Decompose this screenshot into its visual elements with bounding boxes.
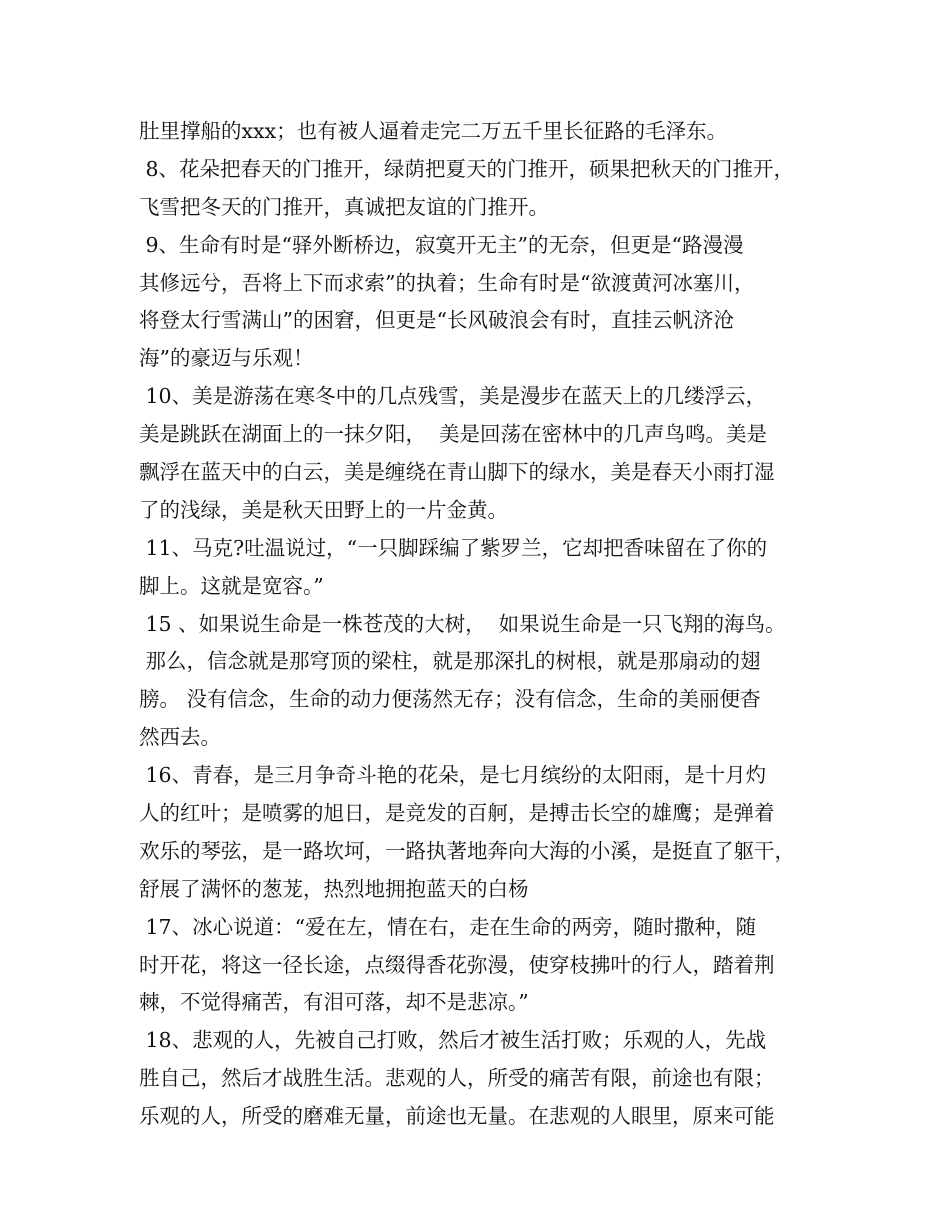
- text-line: 膀。 没有信念，生命的动力便荡然无存；没有信念，生命的美丽便杳: [139, 687, 761, 712]
- text-line: 然西去。: [139, 725, 221, 750]
- text-line: 人的红叶；是喷雾的旭日，是竞发的百舸，是搏击长空的雄鹰；是弹着: [139, 801, 775, 826]
- text-line: 海”的豪迈与乐观！: [139, 346, 314, 371]
- text-line: 17、冰心说道：“爱在左，情在右，走在生命的两旁，随时撒种，随: [139, 914, 757, 939]
- text-line: 将登太行雪满山”的困窘，但更是“长风破浪会有时，直挂云帆济沧: [139, 308, 734, 333]
- text-line: 胜自己，然后才战胜生活。悲观的人，所受的痛苦有限，前途也有限；: [139, 1066, 775, 1091]
- text-line: 飘浮在蓝天中的白云，美是缠绕在青山脚下的绿水，美是春天小雨打湿: [139, 460, 775, 485]
- text-line: 时开花，将这一径长途，点缀得香花弥漫，使穿枝拂叶的行人，踏着荆: [139, 952, 775, 977]
- document-body-text: [139, 113, 829, 1136]
- text-line: 脚上。这就是宽容。”: [139, 573, 324, 598]
- text-line: 了的浅绿，美是秋天田野上的一片金黄。: [139, 497, 508, 522]
- text-line: 那么，信念就是那穹顶的梁柱，就是那深扎的树根，就是那扇动的翅: [139, 649, 761, 674]
- text-line: 15 、如果说生命是一株苍茂的大树， 如果说生命是一只飞翔的海鸟。: [139, 611, 786, 636]
- text-line: 9、生命有时是“驿外断桥边，寂寞开无主”的无奈，但更是“路漫漫: [139, 232, 744, 257]
- text-line: 8、花朵把春天的门推开，绿荫把夏天的门推开，硕果把秋天的门推开，: [139, 156, 795, 181]
- text-line: 11、马克?吐温说过，“一只脚踩编了紫罗兰，它却把香味留在了你的: [139, 535, 768, 560]
- text-line: 美是跳跃在湖面上的一抹夕阳， 美是回荡在密林中的几声鸟鸣。美是: [139, 422, 768, 447]
- text-line: 16、青春，是三月争奇斗艳的花朵，是七月缤纷的太阳雨，是十月灼: [139, 763, 767, 788]
- text-line: 其修远兮，吾将上下而求索”的执着；生命有时是“欲渡黄河冰塞川，: [139, 270, 755, 295]
- text-line: 飞雪把冬天的门推开，真诚把友谊的门推开。: [139, 194, 549, 219]
- text-line: 肚里撑船的xxx；也有被人逼着走完二万五千里长征路的毛泽东。: [139, 119, 728, 143]
- text-line: 乐观的人，所受的磨难无量，前途也无量。在悲观的人眼里，原来可能: [139, 1104, 775, 1129]
- text-line: 欢乐的琴弦，是一路坎坷，一路执著地奔向大海的小溪，是挺直了躯干，: [139, 838, 795, 863]
- text-line: 棘，不觉得痛苦，有泪可落，却不是悲凉。”: [139, 990, 529, 1015]
- text-line: 18、悲观的人，先被自己打败，然后才被生活打败；乐观的人，先战: [139, 1028, 767, 1053]
- text-line: 10、美是游荡在寒冬中的几点残雪，美是漫步在蓝天上的几缕浮云，: [139, 384, 767, 409]
- text-line: 舒展了满怀的葱茏，热烈地拥抱蓝天的白杨: [139, 876, 529, 901]
